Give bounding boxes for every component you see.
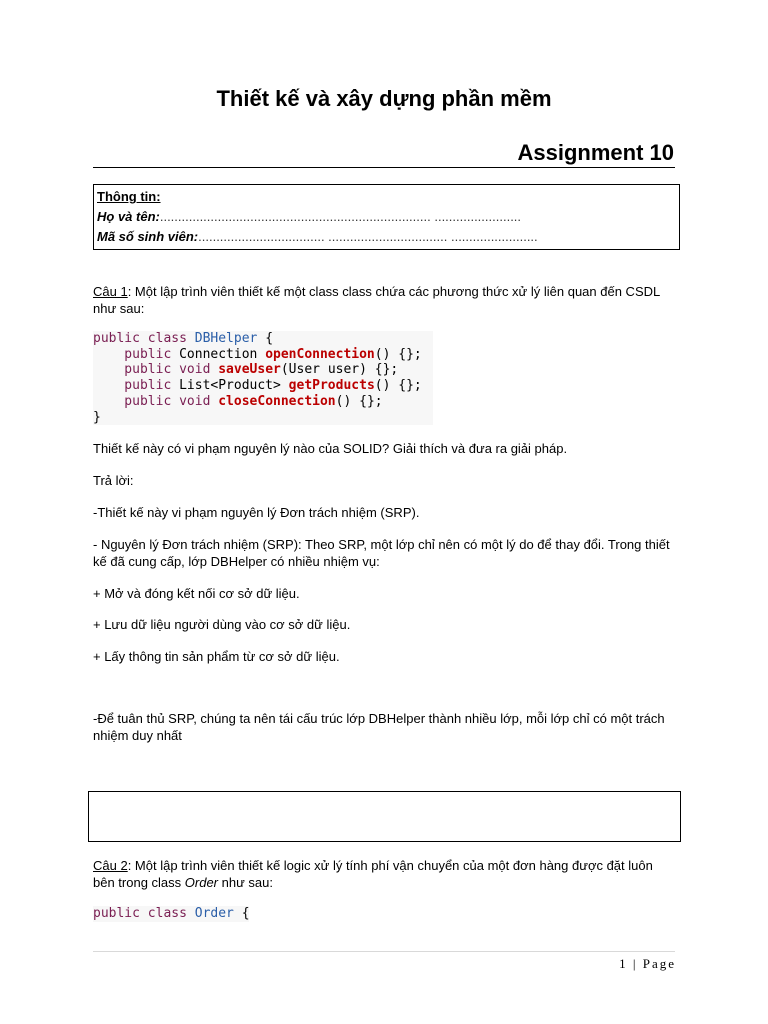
code-keyword: public void	[93, 393, 219, 409]
question-1	[93, 283, 673, 317]
question-1-text: : Một lập trình viên thiết kế một class class chứa các phương thức xử lý liên quan đến CSDL như sau:	[93, 284, 660, 316]
info-heading: Thông tin:	[97, 189, 161, 204]
question-1-label: Câu 1	[93, 284, 128, 299]
question-1-prompt: Thiết kế này có vi phạm nguyên lý nào của SOLID? Giải thích và đưa ra giải pháp.	[93, 441, 568, 456]
code-method-name: getProducts	[288, 378, 375, 394]
code-block-order	[93, 906, 249, 922]
assignment-heading: Assignment 10	[517, 140, 674, 165]
code-text: () {};	[374, 346, 422, 362]
code-method-name: closeConnection	[218, 393, 336, 409]
name-label: Họ và tên:	[97, 209, 160, 224]
footer-divider	[93, 951, 675, 952]
code-text: {	[257, 331, 274, 346]
question-2	[93, 857, 673, 891]
student-info-box	[93, 184, 680, 250]
code-type: Connection	[179, 346, 266, 362]
code-keyword: public	[93, 378, 180, 394]
code-keyword: public class	[93, 331, 195, 346]
code-method-name: saveUser	[218, 362, 281, 378]
question-2-label: Câu 2	[93, 858, 128, 873]
page-number: 1	[619, 956, 628, 971]
code-keyword: public	[93, 346, 180, 362]
answer-bullet: + Lấy thông tin sản phẩm từ cơ sở dữ liệu.	[93, 649, 340, 664]
code-class-name: Order	[194, 906, 234, 921]
code-text: () {};	[374, 378, 422, 394]
name-field-dots: ........................................................................... ........................	[159, 209, 522, 224]
document-title: Thiết kế và xây dựng phần mềm	[216, 86, 552, 111]
code-text: (User user) {};	[280, 362, 399, 378]
answer-label: Trả lời:	[93, 473, 134, 488]
code-text: }	[93, 409, 101, 425]
code-block-dbhelper	[93, 331, 433, 425]
code-type: List<Product>	[179, 378, 289, 394]
answer-paragraph: -Để tuân thủ SRP, chúng ta nên tái cấu trúc lớp DBHelper thành nhiều lớp, mỗi lớp chỉ có một trách nhiệm duy nhất	[93, 711, 665, 743]
footer-separator: |	[627, 956, 643, 971]
code-text: () {};	[335, 393, 383, 409]
student-id-label: Mã số sinh viên:	[97, 229, 199, 244]
question-2-class-name: Order	[184, 875, 219, 890]
answer-line: -Thiết kế này vi phạm nguyên lý Đơn trách nhiệm (SRP).	[93, 505, 420, 520]
answer-paragraph: - Nguyên lý Đơn trách nhiệm (SRP): Theo SRP, một lớp chỉ nên có một lý do để thay đổi. Trong thiết kế đã cung cấp, lớp DBHelper có nhiều nhiệm vụ:	[93, 537, 670, 569]
question-2-text: : Một lập trình viên thiết kế logic xử lý tính phí vận chuyển của một đơn hàng được đặt luôn bên trong class	[93, 858, 653, 890]
answer-bullet: + Mở và đóng kết nối cơ sở dữ liệu.	[93, 586, 300, 601]
page-footer	[619, 956, 676, 972]
code-text: {	[233, 906, 250, 921]
answer-bullet: + Lưu dữ liệu người dùng vào cơ sở dữ liệu.	[93, 617, 351, 632]
code-method-name: openConnection	[265, 346, 375, 362]
question-2-text-end: như sau:	[218, 875, 273, 890]
code-keyword: public class	[93, 906, 195, 921]
answer-box[interactable]	[88, 791, 681, 842]
code-class-name: DBHelper	[194, 331, 258, 346]
student-id-field-dots: ................................... ................................. ........................	[198, 229, 538, 244]
page-word: Page	[642, 956, 676, 971]
title-divider	[93, 167, 675, 168]
code-keyword: public void	[93, 362, 219, 378]
